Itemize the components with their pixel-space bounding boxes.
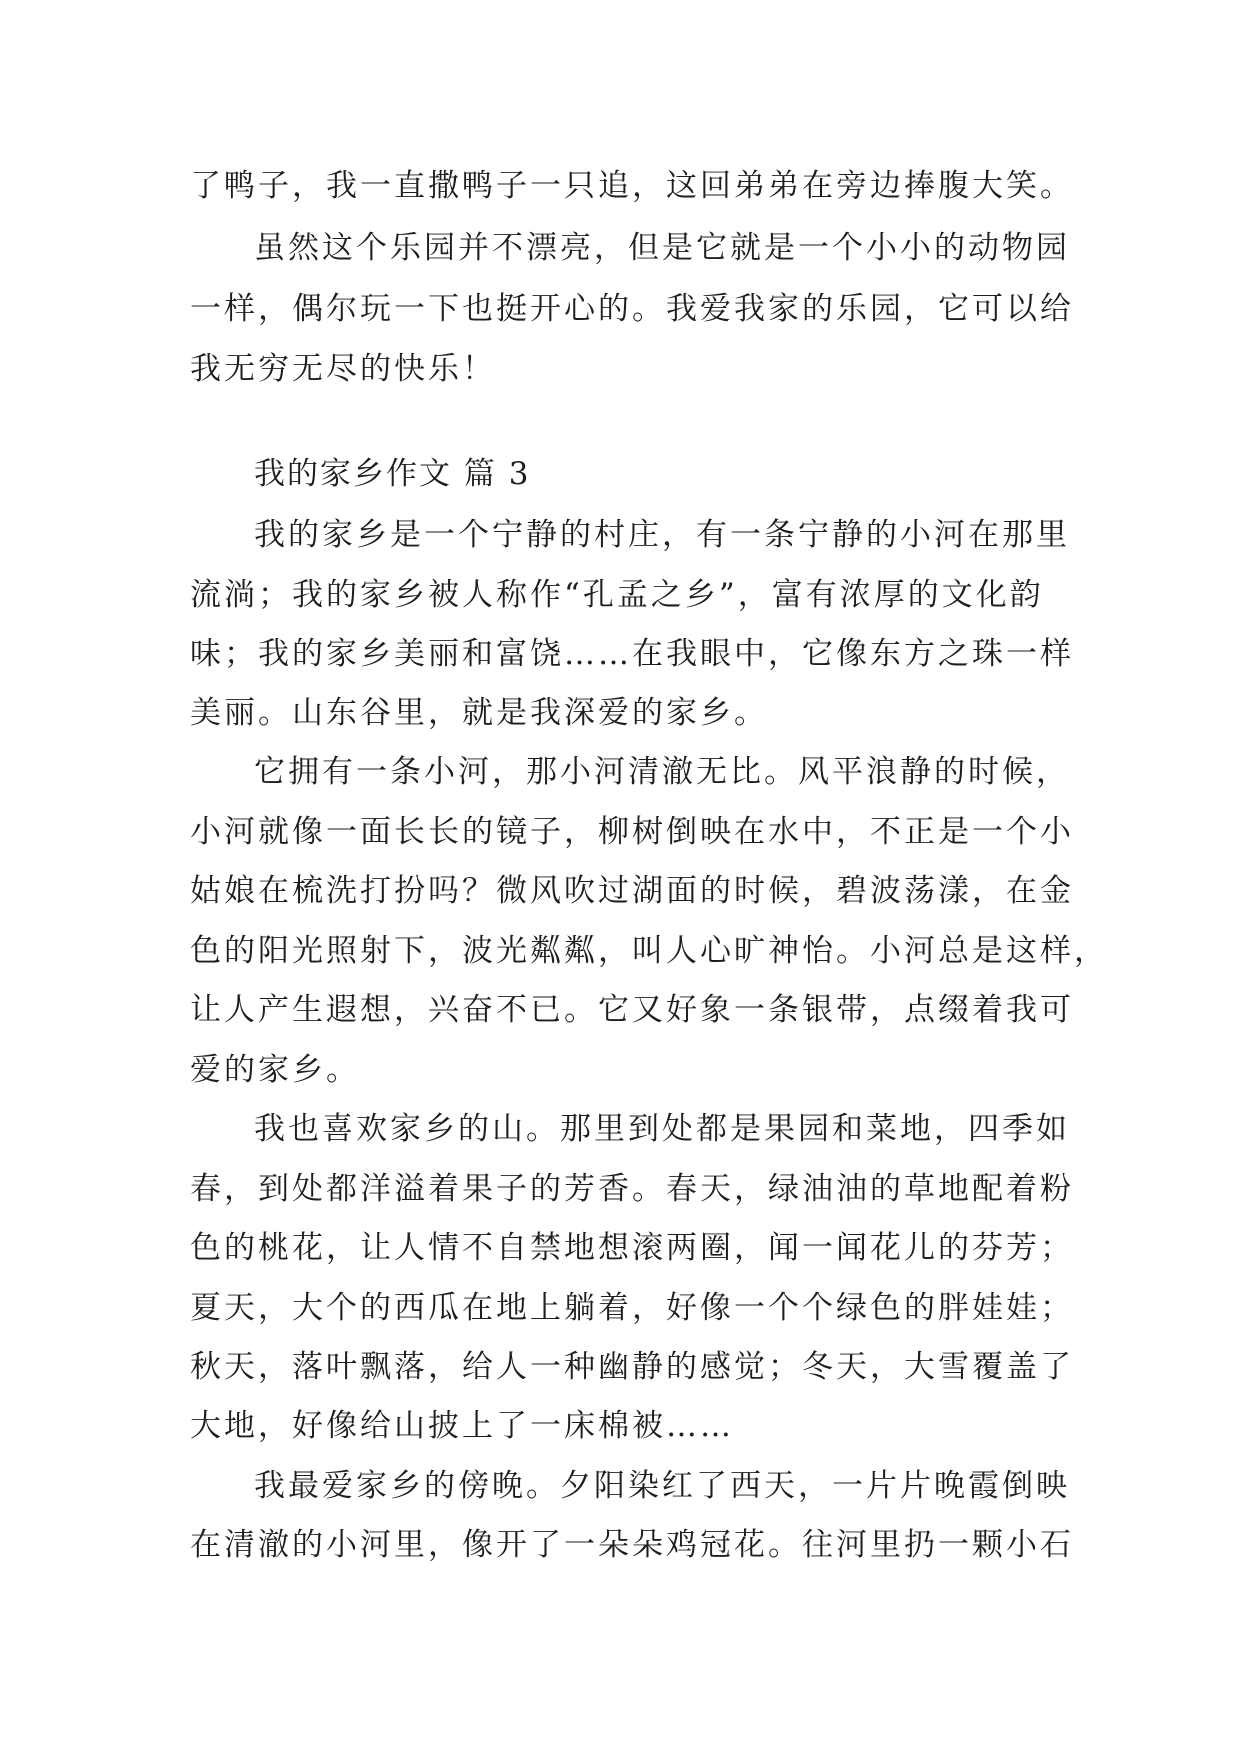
text-line: 它拥有一条小河，那小河清澈无比。风平浪静的时候， <box>254 754 1070 790</box>
text-line: 让人产生遐想，兴奋不已。它又好象一条银带，点缀着我可 <box>190 992 1074 1028</box>
text-line: 了鸭子，我一直撒鸭子一只追，这回弟弟在旁边捧腹大笑。 <box>190 168 1074 204</box>
text-line: 我最爱家乡的傍晚。夕阳染红了西天，一片片晚霞倒映 <box>254 1468 1070 1504</box>
text-line: 虽然这个乐园并不漂亮，但是它就是一个小小的动物园 <box>254 230 1070 266</box>
text-line: 我也喜欢家乡的山。那里到处都是果园和菜地，四季如 <box>254 1111 1070 1147</box>
text-line: 流淌；我的家乡被人称作“孔孟之乡”，富有浓厚的文化韵 <box>190 577 1044 613</box>
text-line: 夏天，大个的西瓜在地上躺着，好像一个个绿色的胖娃娃； <box>190 1290 1074 1326</box>
text-line: 春，到处都洋溢着果子的芳香。春天，绿油油的草地配着粉 <box>190 1171 1074 1207</box>
text-line: 色的桃花，让人情不自禁地想滚两圈，闻一闻花儿的芬芳； <box>190 1230 1074 1266</box>
text-line: 秋天，落叶飘落，给人一种幽静的感觉；冬天，大雪覆盖了 <box>190 1349 1074 1385</box>
text-line: 色的阳光照射下，波光粼粼，叫人心旷神怡。小河总是这样， <box>190 933 1108 969</box>
text-line: 味；我的家乡美丽和富饶……在我眼中，它像东方之珠一样 <box>190 636 1074 672</box>
text-line: 爱的家乡。 <box>190 1052 360 1088</box>
text-line: 一样，偶尔玩一下也挺开心的。我爱我家的乐园，它可以给 <box>190 291 1074 327</box>
text-line: 我无穷无尽的快乐！ <box>190 351 496 387</box>
essay-heading: 我的家乡作文 篇 3 <box>254 456 531 492</box>
text-line: 小河就像一面长长的镜子，柳树倒映在水中，不正是一个小 <box>190 814 1074 850</box>
text-line: 在清澈的小河里，像开了一朵朵鸡冠花。往河里扔一颗小石 <box>190 1527 1074 1563</box>
text-line: 大地，好像给山披上了一床棉被…… <box>190 1408 734 1444</box>
text-line: 我的家乡是一个宁静的村庄，有一条宁静的小河在那里 <box>254 517 1070 553</box>
text-line: 姑娘在梳洗打扮吗？微风吹过湖面的时候，碧波荡漾，在金 <box>190 873 1074 909</box>
text-line: 美丽。山东谷里，就是我深爱的家乡。 <box>190 695 768 731</box>
